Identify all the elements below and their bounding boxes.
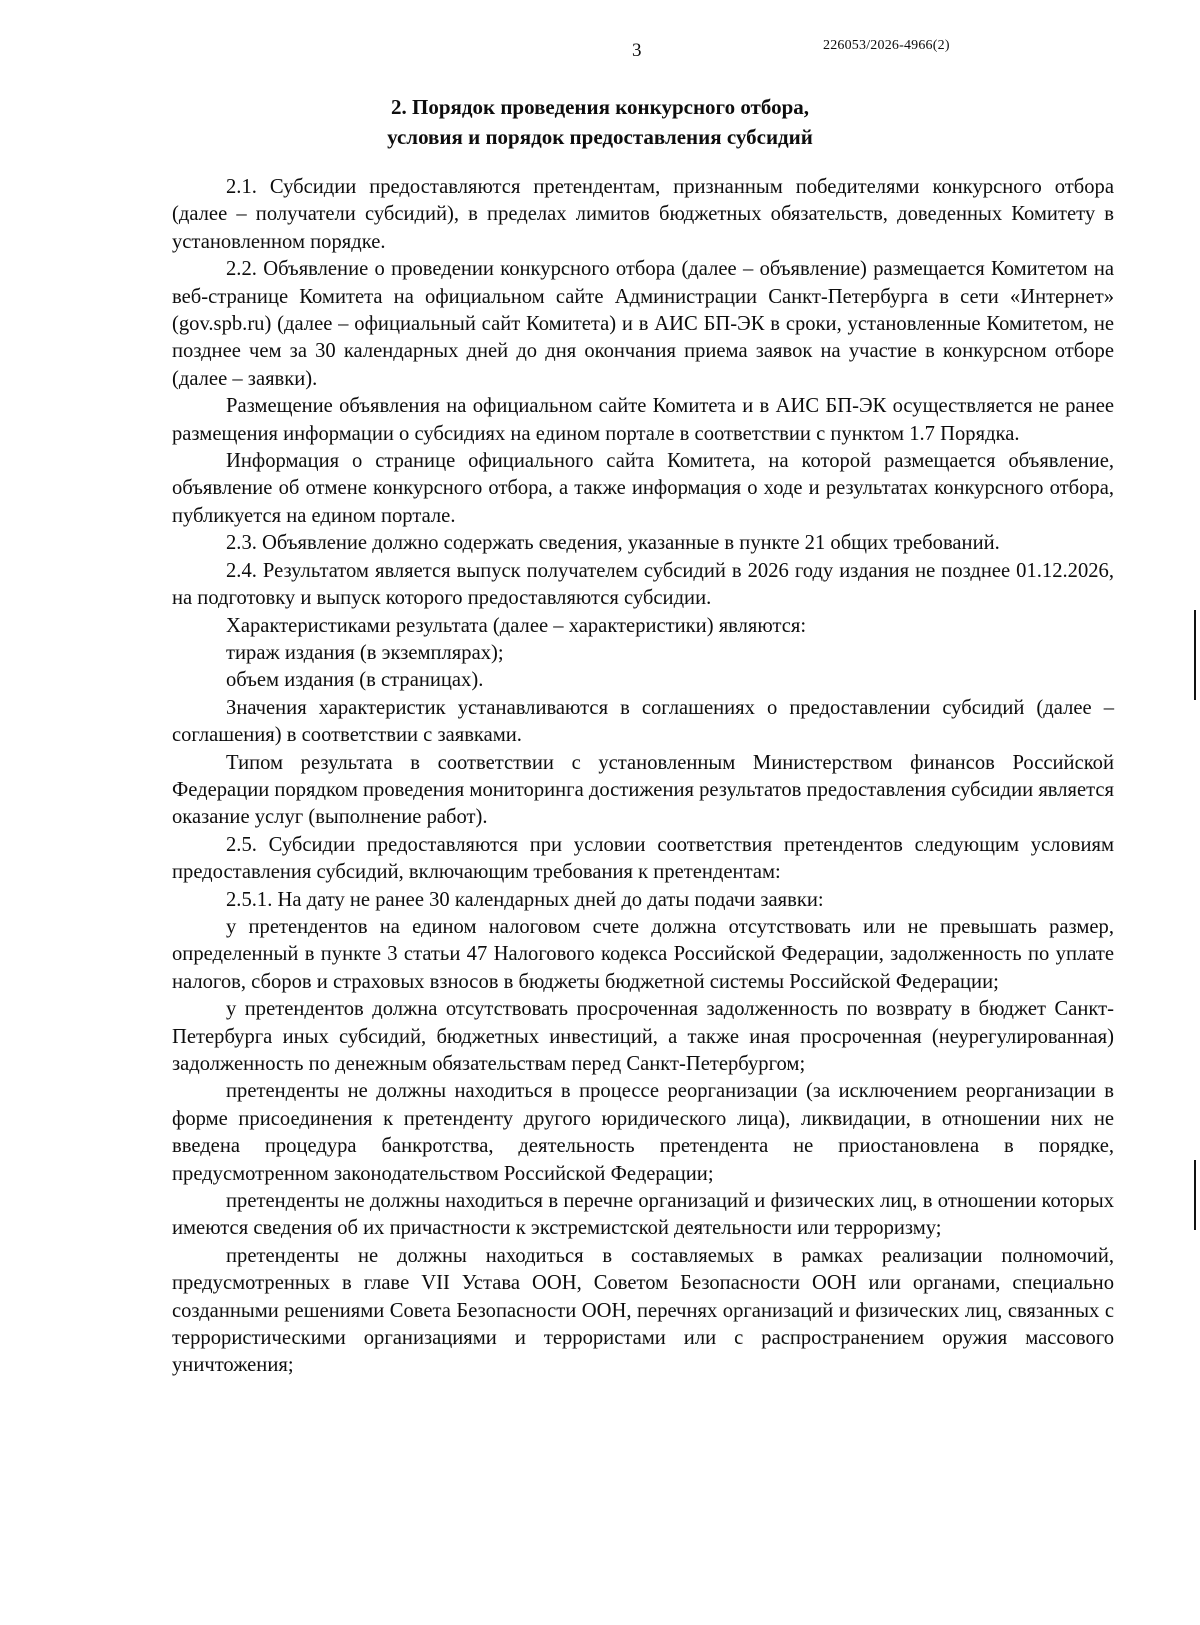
paragraph-2-2: 2.2. Объявление о проведении конкурсного отбора (далее – объявление) размещается Комитетом на веб-странице Комитета на официальном сайте Администрации Санкт-Петербурга в сети «Интернет» (gov.spb.ru) (далее – официальный сайт Комитета) и в АИС БП-ЭК в сроки, установленные Комитетом, не позднее чем за 30 календарных дней до дня окончания приема заявок на участие в конкурсном отборе (далее – заявки). [172,258,1114,390]
paragraph-2-5-1: 2.5.1. На дату не ранее 30 календарных дней до даты подачи заявки: [226,888,824,911]
paragraph-characteristics: Характеристиками результата (далее – характеристики) являются: [226,614,807,637]
paragraph-2-1: 2.1. Субсидии предоставляются претендентам, признанным победителями конкурсного отбора (далее – получатели субсидий), в пределах лимитов бюджетных обязательств, доведенных Комитету в установленном порядке. [172,176,1114,253]
section-heading [0,92,1200,152]
paragraph-2-3: 2.3. Объявление должно содержать сведения, указанные в пункте 21 общих требований. [226,532,1000,555]
document-code: 226053/2026-4966(2) [823,38,950,53]
paragraph-circulation: тираж издания (в экземплярах); [226,641,504,664]
section-title-line-2: условия и порядок предоставления субсидий [387,125,813,149]
paragraph-un-lists: претенденты не должны находиться в составляемых в рамках реализации полномочий, предусмотренных в главе VII Устава ООН, Советом Безопасности ООН или органами, специально созданными решениями Совета Безопасности ООН, перечнях организаций и физических лиц, связанных с террористическими организациями и террористами или с распространением оружия массового уничтожения; [172,1244,1114,1377]
paragraph-result-type: Типом результата в соответствии с установленным Министерством финансов Российской Федерации порядком проведения мониторинга достижения результатов предоставления субсидии является оказание услуг (выполнение работ). [172,751,1114,829]
paragraph-information: Информация о странице официального сайта Комитета, на которой размещается объявление, объявление об отмене конкурсного отбора, а также информация о ходе и результатах конкурсного отбора, публикуется на едином портале. [172,450,1114,527]
scan-edge-mark [1194,610,1196,700]
scan-edge-mark [1194,1160,1196,1230]
paragraph-tax-debt: у претендентов на едином налоговом счете должна отсутствовать или не превышать размер, определенный в пункте 3 статьи 47 Налогового кодекса Российской Федерации, задолженность по уплате налогов, сборов и страховых взносов в бюджеты бюджетной системы Российской Федерации; [172,915,1114,993]
document-body [172,174,1114,1380]
paragraph-extremism-list: претенденты не должны находиться в перечне организаций и физических лиц, в отношении которых имеются сведения об их причастности к экстремистской деятельности или терроризму; [172,1190,1114,1240]
paragraph-placement: Размещение объявления на официальном сайте Комитета и в АИС БП-ЭК осуществляется не ранее размещения информации о субсидиях на едином портале в соответствии с пунктом 1.7 Порядка. [172,395,1114,445]
paragraph-volume: объем издания (в страницах). [226,669,484,692]
paragraph-reorganization: претенденты не должны находиться в процессе реорганизации (за исключением реорганизации в форме присоединения к претенденту другого юридического лица), ликвидации, в отношении них не введена процедура банкротства, деятельность претендента не приостановлена в порядке, предусмотренном законодательством Российской Федерации; [172,1080,1114,1185]
paragraph-budget-debt: у претендентов должна отсутствовать просроченная задолженность по возврату в бюджет Санкт-Петербурга иных субсидий, бюджетных инвестиций, а также иная просроченная (неурегулированная) задолженность по денежным обязательствам перед Санкт-Петербургом; [172,998,1114,1075]
paragraph-values: Значения характеристик устанавливаются в соглашениях о предоставлении субсидий (далее – соглашения) в соответствии с заявками. [172,696,1114,747]
paragraph-2-4: 2.4. Результатом является выпуск получателем субсидий в 2026 году издания не позднее 01.12.2026, на подготовку и выпуск которого предоставляются субсидии. [172,559,1114,610]
section-title-line-1: 2. Порядок проведения конкурсного отбора, [390,95,810,119]
paragraph-2-5: 2.5. Субсидии предоставляются при условии соответствия претендентов следующим условиям предоставления субсидий, включающим требования к претендентам: [172,833,1114,884]
page-number: 3 [632,40,642,61]
